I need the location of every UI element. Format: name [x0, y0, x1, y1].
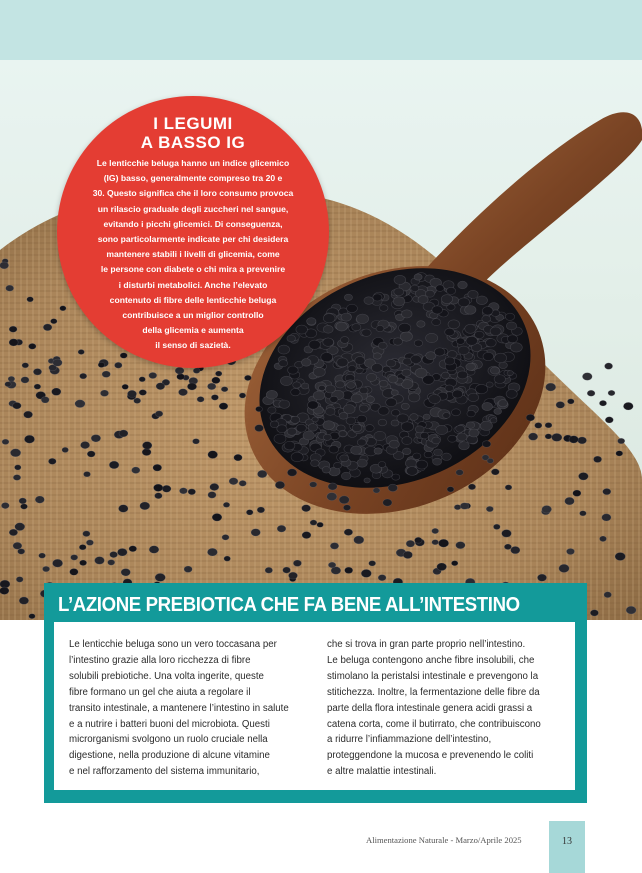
article-line: digestione, nella produzione di alcune vitamine — [69, 750, 270, 762]
sidebar-title — [57, 114, 329, 152]
article-title: L’AZIONE PREBIOTICA CHE FA BENE ALL’INTESTINO — [58, 594, 520, 616]
article-line: stitichezza. Inoltre, la fermentazione delle fibre da — [327, 686, 540, 698]
article-line: e nel rafforzamento del sistema immunitario, — [69, 766, 260, 778]
sidebar-body-line: mantenere stabili i livelli di glicemia, come — [106, 249, 280, 260]
article-body — [54, 622, 575, 790]
sidebar-body-line: evitando i picchi glicemici. Di conseguenza, — [103, 218, 283, 229]
article-line: Le lenticchie beluga sono un vero toccasana per — [69, 639, 277, 650]
sidebar-body-line: della glicemia e aumenta — [142, 325, 244, 336]
sidebar-body-line: un rilascio graduale degli zuccheri nel sangue, — [97, 203, 289, 214]
sidebar-body-line: 30. Questo significa che il loro consumo provoca — [92, 188, 294, 199]
article-line: stimolano la peristalsi intestinale e prevengono la — [327, 670, 539, 682]
page-number-tab — [549, 821, 585, 873]
article-line: transito intestinale, a mantenere l’intestino in salute — [69, 702, 289, 714]
sidebar-title-line: A BASSO IG — [140, 133, 246, 152]
sidebar-body — [57, 156, 329, 354]
sidebar-body-line: i disturbi metabolici. Anche l’elevato — [118, 279, 268, 290]
article-line: l’intestino grazie alla loro ricchezza di fibre — [69, 654, 251, 666]
article-line: che si trova in gran parte proprio nell’intestino. — [327, 639, 526, 650]
article-line: proteggendone la mucosa e prevenendo le coliti — [327, 750, 534, 762]
publication-footer: Alimentazione Naturale - Marzo/Aprile 2025 — [366, 835, 522, 845]
article-line: solubili prebiotiche. Una volta ingerite, queste — [69, 670, 264, 682]
article-line: fibre formano un gel che aiuta a regolare il — [69, 686, 251, 698]
sidebar-body-line: contribuisce a un miglior controllo — [122, 310, 264, 321]
article-line: microrganismi svolgono un ruolo cruciale nella — [69, 734, 268, 746]
article-line: catena corta, come il butirrato, che contribuiscono — [327, 718, 541, 730]
article-line: e a nutrire i batteri buoni del microbiota. Questi — [69, 718, 270, 730]
sidebar-body-line: il senso di sazietà. — [155, 340, 231, 351]
sidebar-body-line: Le lenticchie beluga hanno un indice glicemico — [96, 158, 290, 168]
article-column-right — [327, 637, 541, 780]
article-line: Le beluga contengono anche fibre insolubili, che — [327, 654, 535, 666]
sidebar-circle — [57, 96, 329, 368]
article-panel — [44, 583, 587, 803]
sidebar-body-line: (IG) basso, generalmente compreso tra 20 e — [103, 173, 283, 184]
top-color-band — [0, 0, 642, 60]
sidebar-body-line: contenuto di fibre delle lenticchie beluga — [109, 294, 277, 305]
sidebar-body-line: sono particolarmente indicate per chi desidera — [97, 234, 289, 245]
article-column-left — [69, 637, 289, 780]
sidebar-title-line: I LEGUMI — [153, 114, 233, 133]
page-number: 13 — [562, 836, 572, 847]
sidebar-body-line: le persone con diabete o chi mira a prevenire — [100, 264, 286, 275]
article-line: a ridurre l’infiammazione dell’intestino, — [327, 734, 492, 746]
article-line: e altre malattie intestinali. — [327, 766, 437, 778]
article-line: parte della flora intestinale genera acidi grassi a — [327, 702, 533, 714]
